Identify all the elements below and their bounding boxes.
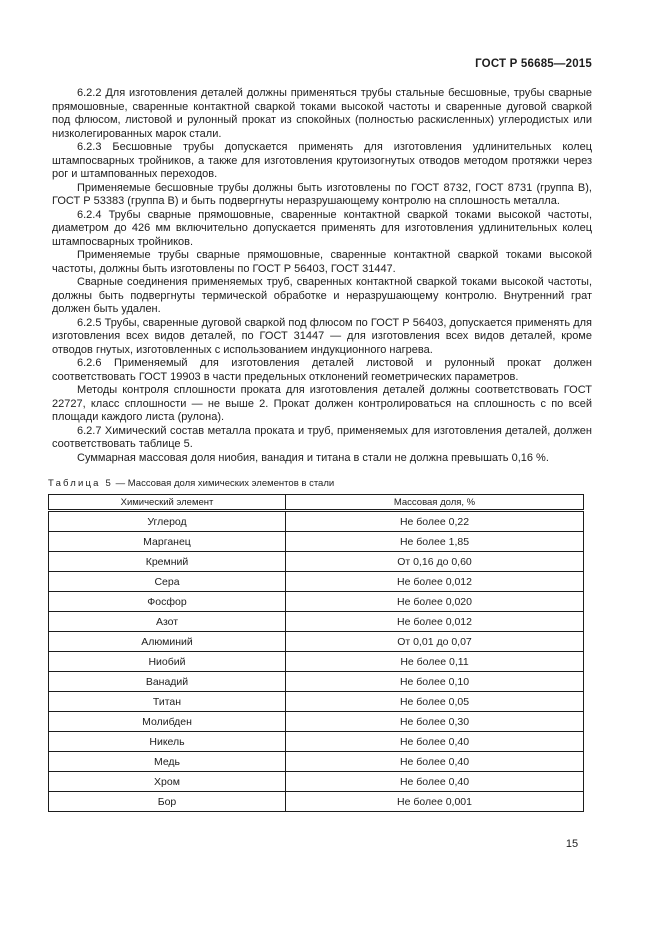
body-text: [52, 87, 592, 465]
mass-fraction-cell: От 0,16 до 0,60: [286, 552, 584, 572]
table-caption-text: — Массовая доля химических элементов в стали: [112, 478, 335, 489]
table-row: [49, 772, 584, 792]
mass-fraction-cell: От 0,01 до 0,07: [286, 632, 584, 652]
table-caption-label: Таблица 5: [48, 478, 113, 489]
mass-fraction-cell: Не более 0,22: [286, 511, 584, 532]
paragraph-6-2-2: 6.2.2 Для изготовления деталей должны применяться трубы стальные бесшовные, трубы сварные прямошовные, сваренные контактной сваркой токами высокой частоты и сваренные дуговой сваркой под флюсом, листовой и рулонный прокат из спокойных (полностью раскисленных) углеродистых или низколегированных марок стали.: [52, 87, 592, 140]
mass-fraction-cell: Не более 0,40: [286, 732, 584, 752]
element-name-cell: Углерод: [49, 511, 286, 532]
paragraph-6-2-3: 6.2.3 Бесшовные трубы допускается применять для изготовления удлинительных колец штампосварных тройников, а также для изготовления крутоизогнутых отводов методом протяжки через рог и штампованных переходов.: [52, 141, 592, 180]
table-row: [49, 732, 584, 752]
mass-fraction-cell: Не более 1,85: [286, 532, 584, 552]
paragraph-6-2-5: 6.2.5 Трубы, сваренные дуговой сваркой под флюсом по ГОСТ Р 56403, допускается применять для изготовления всех видов деталей, по ГОСТ 31447 — для изготовления всех видов деталей, кроме отводов гнутых, изготовленных с использованием индукционного нагрева.: [52, 316, 592, 356]
element-name-cell: Азот: [49, 612, 286, 632]
table-row: [49, 752, 584, 772]
mass-fraction-cell: Не более 0,40: [286, 752, 584, 772]
element-name-cell: Бор: [49, 792, 286, 812]
element-name-cell: Фосфор: [49, 592, 286, 612]
element-name-cell: Кремний: [49, 552, 286, 572]
page-number: 15: [565, 838, 579, 850]
table-caption: [48, 478, 592, 490]
paragraph: Применяемые трубы сварные прямошовные, сваренные контактной сваркой токами высокой частоты, должны быть изготовлены по ГОСТ Р 56403, ГОСТ 31447.: [52, 249, 592, 275]
element-name-cell: Титан: [49, 692, 286, 712]
element-name-cell: Сера: [49, 572, 286, 592]
paragraph-6-2-7: 6.2.7 Химический состав металла проката и труб, применяемых для изготовления деталей, должен соответствовать таблице 5.: [52, 424, 592, 450]
mass-fraction-cell: Не более 0,001: [286, 792, 584, 812]
standard-number: ГОСТ Р 56685—2015: [475, 58, 592, 70]
table-row: [49, 572, 584, 592]
table-row: [49, 552, 584, 572]
table-row: [49, 712, 584, 732]
column-header-mass-fraction: Массовая доля, %: [286, 495, 584, 511]
mass-fraction-cell: Не более 0,020: [286, 592, 584, 612]
table-row: [49, 652, 584, 672]
element-name-cell: Алюминий: [49, 632, 286, 652]
element-name-cell: Медь: [49, 752, 286, 772]
element-name-cell: Хром: [49, 772, 286, 792]
paragraph: Применяемые бесшовные трубы должны быть изготовлены по ГОСТ 8732, ГОСТ 8731 (группа В), ГОСТ Р 53383 (группа В) и быть подвергнуты неразрушающему контролю на сплошность металла.: [52, 181, 592, 207]
document-header: [52, 57, 592, 71]
element-name-cell: Никель: [49, 732, 286, 752]
element-name-cell: Ванадий: [49, 672, 286, 692]
mass-fraction-cell: Не более 0,30: [286, 712, 584, 732]
table-row: [49, 532, 584, 552]
table-row: [49, 612, 584, 632]
table-row: [49, 672, 584, 692]
chemical-composition-table: [48, 494, 584, 812]
table-row: [49, 692, 584, 712]
element-name-cell: Марганец: [49, 532, 286, 552]
table-row: [49, 511, 584, 532]
paragraph: Методы контроля сплошности проката для изготовления деталей должны соответствовать ГОСТ 22727, класс сплошности — не выше 2. Прокат должен контролироваться на сплошность с по всей площади каждого листа (рулона).: [52, 384, 592, 423]
element-name-cell: Ниобий: [49, 652, 286, 672]
mass-fraction-cell: Не более 0,11: [286, 652, 584, 672]
mass-fraction-cell: Не более 0,012: [286, 612, 584, 632]
table-header-row: [49, 495, 584, 511]
table-row: [49, 792, 584, 812]
table-row: [49, 592, 584, 612]
paragraph-6-2-4: 6.2.4 Трубы сварные прямошовные, сваренные контактной сваркой токами высокой частоты, диаметром до 426 мм включительно допускается применять для изготовления удлинительных колец штампосварных тройников.: [52, 208, 592, 248]
mass-fraction-cell: Не более 0,05: [286, 692, 584, 712]
table-row: [49, 632, 584, 652]
mass-fraction-cell: Не более 0,10: [286, 672, 584, 692]
paragraph-6-2-6: 6.2.6 Применяемый для изготовления деталей листовой и рулонный прокат должен соответствовать ГОСТ 19903 в части предельных отклонений геометрических параметров.: [52, 357, 592, 383]
mass-fraction-cell: Не более 0,40: [286, 772, 584, 792]
paragraph: Сварные соединения применяемых труб, сваренных контактной сваркой токами высокой частоты, должны быть подвергнуты термической обработке и неразрушающему контролю. Внутренний грат должен быть удален.: [52, 276, 592, 315]
column-header-element: Химический элемент: [49, 495, 286, 511]
element-name-cell: Молибден: [49, 712, 286, 732]
paragraph: Суммарная массовая доля ниобия, ванадия и титана в стали не должна превышать 0,16 %.: [77, 451, 549, 464]
mass-fraction-cell: Не более 0,012: [286, 572, 584, 592]
